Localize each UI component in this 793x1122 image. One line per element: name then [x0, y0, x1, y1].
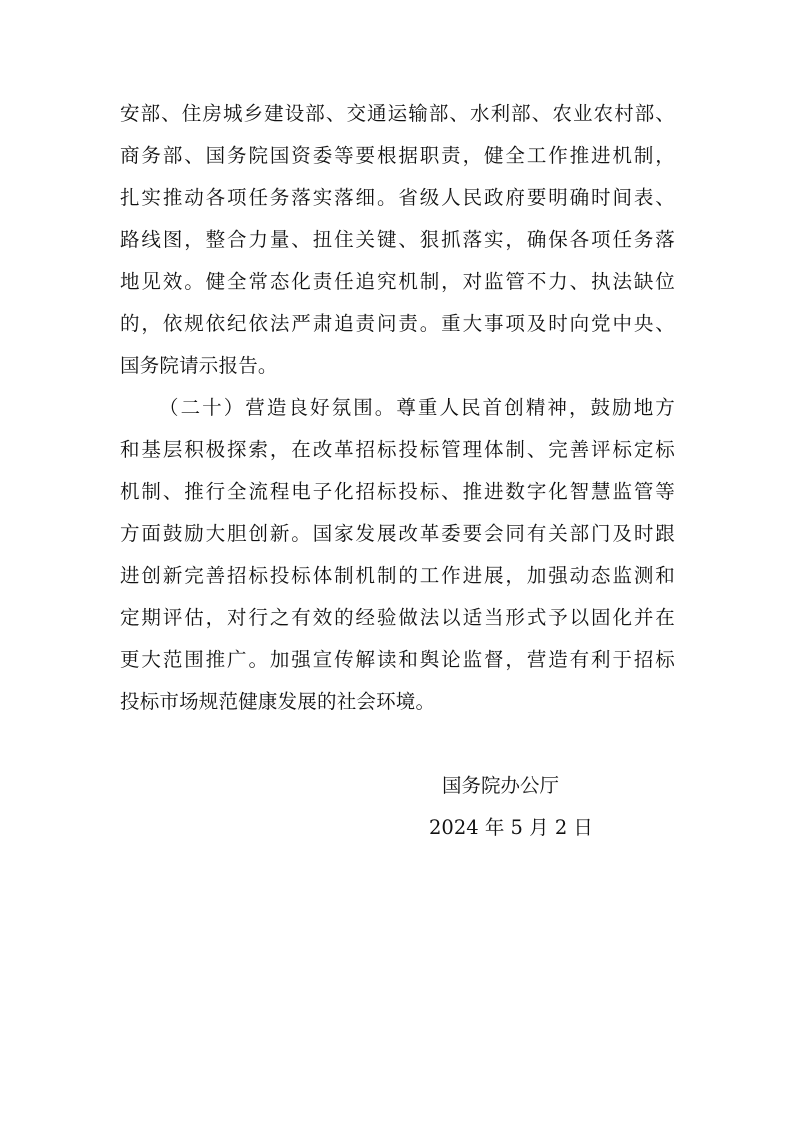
issuer-name: 国务院办公厅 — [442, 774, 560, 797]
text-line: 更大范围推广。加强宣传解读和舆论监督，营造有利于招标 — [120, 648, 675, 671]
text-line: 投标市场规范健康发展的社会环境。 — [120, 690, 436, 713]
issue-date: 2024 年 5 月 2 日 — [429, 816, 593, 839]
text-line: 进创新完善招标投标体制机制的工作进展，加强动态监测和 — [120, 564, 675, 587]
text-line: 定期评估，对行之有效的经验做法以适当形式予以固化并在 — [120, 606, 675, 629]
text-line: 的，依规依纪依法严肃追责问责。重大事项及时向党中央、 — [120, 312, 675, 335]
text-line: （二十）营造良好氛围。尊重人民首创精神，鼓励地方 — [159, 396, 675, 419]
text-line: 扎实推动各项任务落实落细。省级人民政府要明确时间表、 — [120, 186, 675, 209]
text-line: 国务院请示报告。 — [120, 354, 278, 377]
text-line: 方面鼓励大胆创新。国家发展改革委要会同有关部门及时跟 — [120, 522, 675, 545]
text-line: 路线图，整合力量、扭住关键、狠抓落实，确保各项任务落 — [120, 228, 675, 251]
text-line: 商务部、国务院国资委等要根据职责，健全工作推进机制， — [120, 144, 675, 167]
text-line: 地见效。健全常态化责任追究机制，对监管不力、执法缺位 — [120, 270, 675, 293]
text-line: 机制、推行全流程电子化招标投标、推进数字化智慧监管等 — [120, 480, 675, 503]
text-line: 安部、住房城乡建设部、交通运输部、水利部、农业农村部、 — [120, 102, 675, 125]
text-line: 和基层积极探索，在改革招标投标管理体制、完善评标定标 — [120, 438, 675, 461]
